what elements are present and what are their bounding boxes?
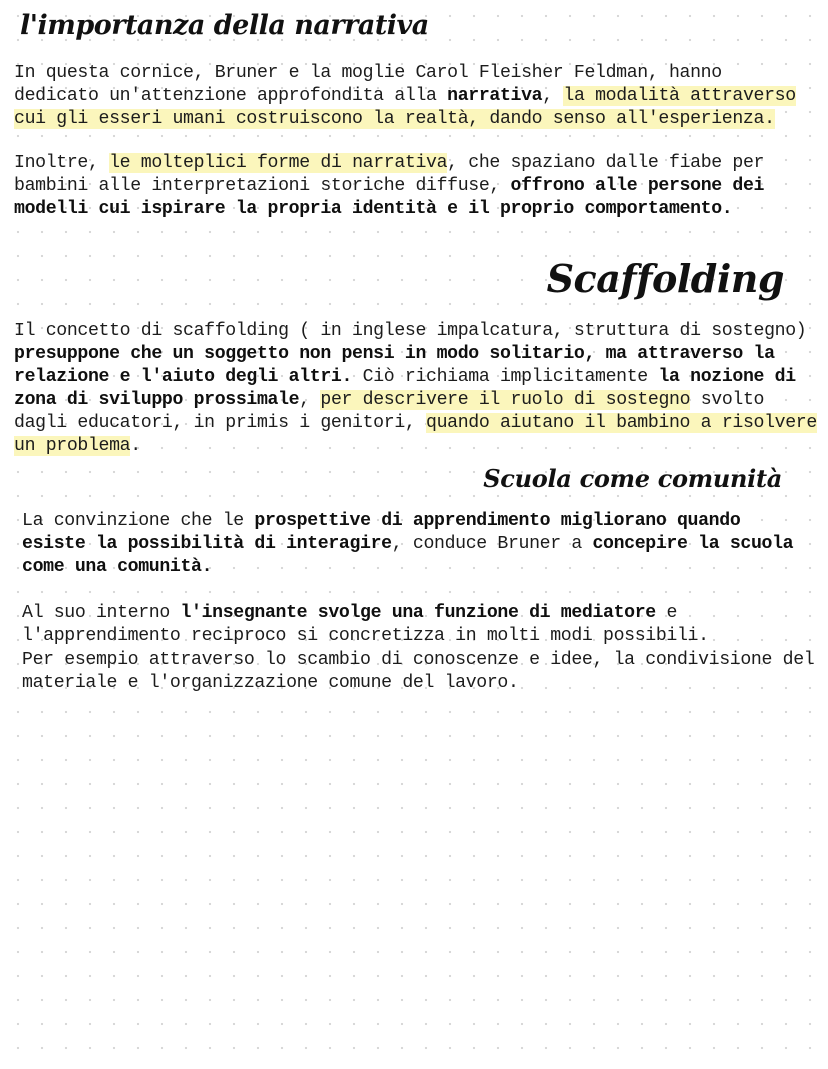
text-span: , <box>299 390 321 410</box>
text-span: Il concetto di scaffolding ( in inglese impalcatura, struttura di sostegno) <box>14 321 807 341</box>
paragraph-scuola-esempio <box>22 649 817 695</box>
highlight-aiutano-bambino: quando aiutano il bambino a risolvere un problema <box>14 413 817 456</box>
bold-concepire-scuola: concepire la scuola come una comunità. <box>22 534 794 577</box>
text-span: , <box>542 86 564 106</box>
paragraph-scuola-convinzione <box>22 510 812 579</box>
highlight-ruolo-sostegno: per descrivere il ruolo di sostegno <box>320 390 691 410</box>
paragraph-narrativa-forme <box>14 152 814 221</box>
bold-prospettive: prospettive di apprendimento migliorano quando esiste la possibilità di interagire <box>22 511 741 554</box>
heading-importanza-narrativa: l'importanza della narrativa <box>20 10 429 41</box>
heading-scuola-comunita: Scuola come comunità <box>483 464 782 493</box>
paragraph-narrativa-intro <box>14 62 814 131</box>
bold-presuppone: presuppone che un soggetto non pensi in modo solitario, ma attraverso la relazione e l'aiuto degli altri. <box>14 344 775 387</box>
text-span: svolto dagli educatori, in primis i genitori, <box>14 390 765 433</box>
paragraph-scaffolding <box>14 320 819 458</box>
highlight-narrativa-definition: la modalità attraverso cui gli esseri umani costruiscono la realtà, dando senso all'esperienza. <box>14 86 796 129</box>
heading-scaffolding: Scaffolding <box>546 256 784 301</box>
text-span: , conduce Bruner a <box>391 534 593 554</box>
text-span: Inoltre, <box>14 153 110 173</box>
text-span: Ciò richiama implicitamente <box>352 367 659 387</box>
text-span: e l'apprendimento reciproco si concretizza in molti modi possibili. <box>22 603 709 646</box>
text-span: , che spaziano dalle fiabe per bambini alle interpretazioni storiche diffuse, <box>14 153 765 196</box>
text-span: Per esempio attraverso lo scambio di conoscenze e idee, la condivisione del materiale e l'organizzazione comune del lavoro. <box>22 650 815 693</box>
paragraph-scuola-insegnante <box>22 602 812 648</box>
highlight-forme-narrativa: le molteplici forme di narrativa <box>109 153 448 173</box>
text-span: Al suo interno <box>22 603 181 623</box>
bold-insegnante-mediatore: l'insegnante svolge una funzione di mediatore <box>180 603 656 623</box>
bold-zona-sviluppo: la nozione di zona di sviluppo prossimale <box>14 367 796 410</box>
text-span: . <box>130 436 141 456</box>
text-span: In questa cornice, Bruner e la moglie Carol Fleisher Feldman, hanno dedicato un'attenzione approfondita alla <box>14 63 722 106</box>
text-span: La convinzione che le <box>22 511 255 531</box>
bold-modelli-identita: offrono alle persone dei modelli cui ispirare la propria identità e il proprio comportamento. <box>14 176 765 219</box>
bold-term-narrativa: narrativa <box>447 86 543 106</box>
